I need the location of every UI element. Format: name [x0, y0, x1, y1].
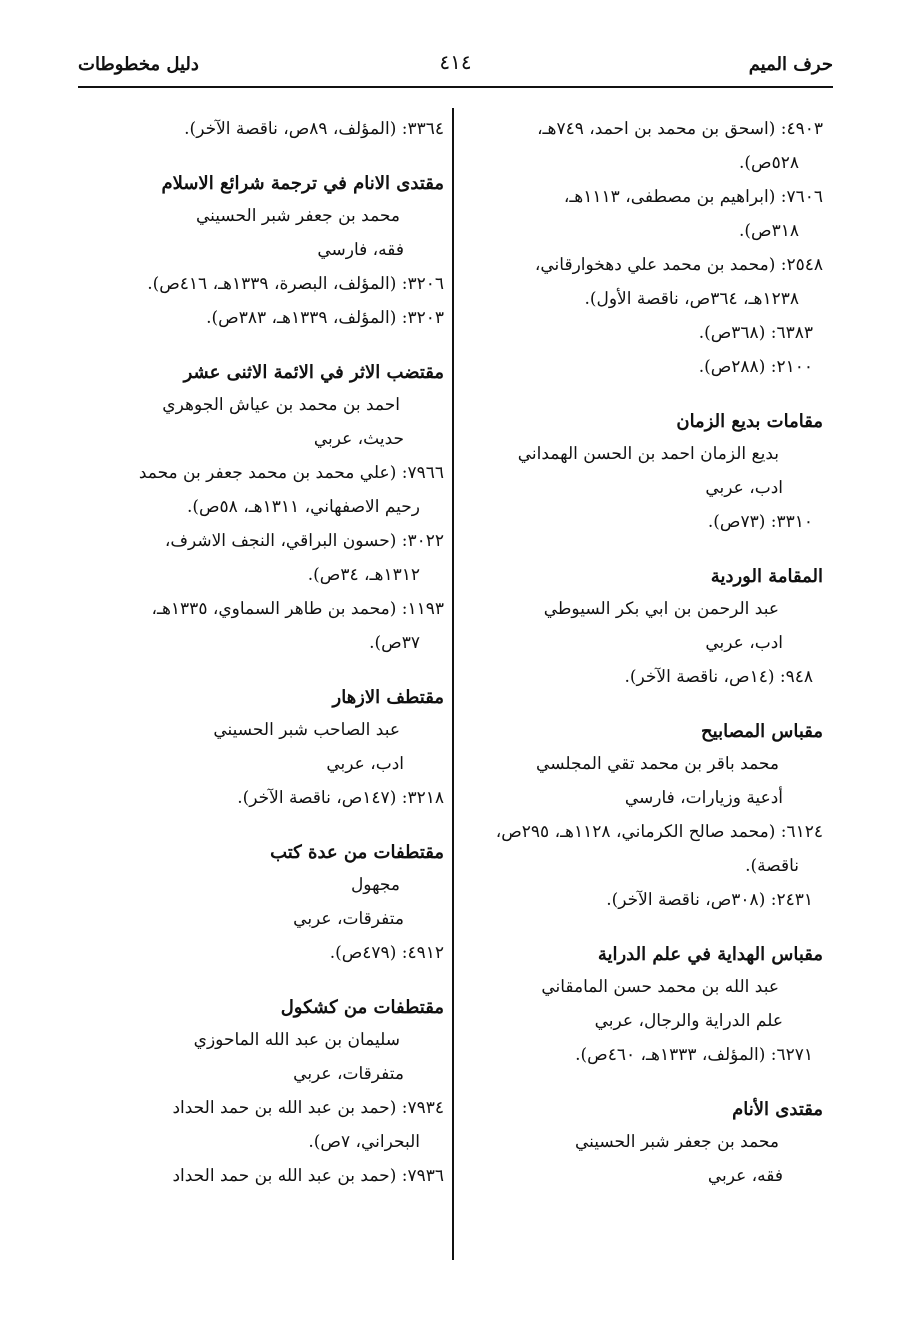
page-number: ٤١٤ [439, 50, 472, 74]
catalog-entry [104, 992, 444, 1193]
page-header [78, 46, 833, 88]
entry-author: محمد بن جعفر شبر الحسيني [195, 206, 400, 226]
manuscript-ref: ٧٩٣٤: (حمد بن عبد الله بن حمد الحداد البحراني، ٧ص). [172, 1098, 444, 1152]
manuscript-ref: ٢٥٤٨: (محمد بن محمد علي دهخوارقاني، ١٢٣٨هـ، ٣٦٤ص، ناقصة الأول). [534, 255, 823, 309]
entry-title: مقتطفات من كشكول [280, 997, 444, 1018]
catalog-entry [461, 561, 823, 694]
entry-author: محمد بن جعفر شبر الحسيني [574, 1132, 779, 1152]
catalog-entry [461, 406, 823, 539]
manuscript-ref: ٣٢١٨: (١٤٧ص، ناقصة الآخر). [237, 788, 444, 808]
entry-author: عبد الله بن محمد حسن المامقاني [541, 977, 779, 997]
entry-title: مقباس الهداية في علم الدراية [597, 944, 823, 965]
catalog-entry [104, 112, 444, 146]
left-column [104, 112, 444, 1215]
catalog-entry [461, 939, 823, 1072]
manuscript-ref: ٩٤٨: (١٤ص، ناقصة الآخر). [624, 667, 813, 687]
entry-author: احمد بن محمد بن عياش الجوهري [162, 395, 400, 415]
entry-subject: متفرقات، عربي [293, 1064, 404, 1084]
entry-subject: فقه، عربي [707, 1166, 783, 1186]
book-title: دليل مخطوطات [78, 54, 199, 75]
catalog-entry [461, 112, 823, 384]
entry-subject: متفرقات، عربي [293, 909, 404, 929]
entry-title: مقتدى الانام في ترجمة شرائع الاسلام [161, 173, 444, 194]
entry-title: مقتطف الازهار [332, 687, 444, 708]
right-column [461, 112, 823, 1215]
entry-author: عبد الرحمن بن ابي بكر السيوطي [543, 599, 779, 619]
manuscript-ref: ٦١٢٤: (محمد صالح الكرماني، ١١٢٨هـ، ٢٩٥ص، ناقصة). [495, 822, 823, 876]
catalog-entry [461, 716, 823, 917]
catalog-entry [104, 837, 444, 970]
entry-author: مجهول [350, 875, 400, 895]
entry-author: سليمان بن عبد الله الماحوزي [193, 1030, 400, 1050]
manuscript-ref: ٢١٠٠: (٢٨٨ص). [698, 357, 813, 377]
entry-subject: ادب، عربي [705, 478, 783, 498]
entry-title: المقامة الوردية [710, 566, 823, 587]
manuscript-ref: ٣٢٠٦: (المؤلف، البصرة، ١٣٣٩هـ، ٤١٦ص). [147, 274, 444, 294]
entry-subject: حديث، عربي [313, 429, 404, 449]
entry-subject: علم الدراية والرجال، عربي [594, 1011, 783, 1031]
entry-subject: أدعية وزيارات، فارسي [624, 788, 783, 808]
manuscript-ref: ٤٩١٢: (٤٧٩ص). [329, 943, 444, 963]
column-divider [452, 108, 454, 1260]
entry-author: عبد الصاحب شبر الحسيني [213, 720, 400, 740]
manuscript-ref: ٣٣١٠: (٧٣ص). [707, 512, 813, 532]
manuscript-ref: ٧٦٠٦: (ابراهيم بن مصطفى، ١١١٣هـ، ٣١٨ص). [563, 187, 823, 241]
entry-title: مقامات بديع الزمان [676, 411, 823, 432]
manuscript-ref: ٣٠٢٢: (حسون البراقي، النجف الاشرف، ١٣١٢هـ، ٣٤ص). [164, 531, 444, 585]
catalog-entry [104, 682, 444, 815]
entry-title: مقتدى الأنام [732, 1099, 823, 1120]
entry-title: مقتضب الاثر في الائمة الاثنى عشر [183, 362, 444, 383]
entry-subject: فقه، فارسي [317, 240, 404, 260]
manuscript-ref: ٢٤٣١: (٣٠٨ص، ناقصة الآخر). [606, 890, 813, 910]
catalog-entry [104, 168, 444, 335]
entry-subject: ادب، عربي [326, 754, 404, 774]
manuscript-ref: ١١٩٣: (محمد بن طاهر السماوي، ١٣٣٥هـ، ٣٧ص). [151, 599, 444, 653]
section-title: حرف الميم [748, 54, 833, 75]
catalog-entry [461, 1094, 823, 1193]
manuscript-ref: ٦٢٧١: (المؤلف، ١٣٣٣هـ، ٤٦٠ص). [575, 1045, 813, 1065]
manuscript-ref: ٣٢٠٣: (المؤلف، ١٣٣٩هـ، ٣٨٣ص). [206, 308, 444, 328]
manuscript-ref: ٧٩٣٦: (حمد بن عبد الله بن حمد الحداد [172, 1166, 444, 1186]
manuscript-ref: ٣٣٦٤: (المؤلف، ٨٩ص، ناقصة الآخر). [184, 119, 444, 139]
manuscript-ref: ٧٩٦٦: (علي محمد بن محمد جعفر بن محمد رحيم الاصفهاني، ١٣١١هـ، ٥٨ص). [138, 463, 444, 517]
catalog-entry [104, 357, 444, 660]
entry-author: بديع الزمان احمد بن الحسن الهمداني [517, 444, 779, 464]
manuscript-ref: ٤٩٠٣: (اسحق بن محمد بن احمد، ٧٤٩هـ، ٥٢٨ص). [537, 119, 823, 173]
entry-title: مقباس المصابيح [701, 721, 823, 742]
entry-author: محمد باقر بن محمد تقي المجلسي [536, 754, 779, 774]
manuscript-ref: ٦٣٨٣: (٣٦٨ص). [698, 323, 813, 343]
entry-title: مقتطفات من عدة كتب [270, 842, 444, 863]
entry-subject: ادب، عربي [705, 633, 783, 653]
